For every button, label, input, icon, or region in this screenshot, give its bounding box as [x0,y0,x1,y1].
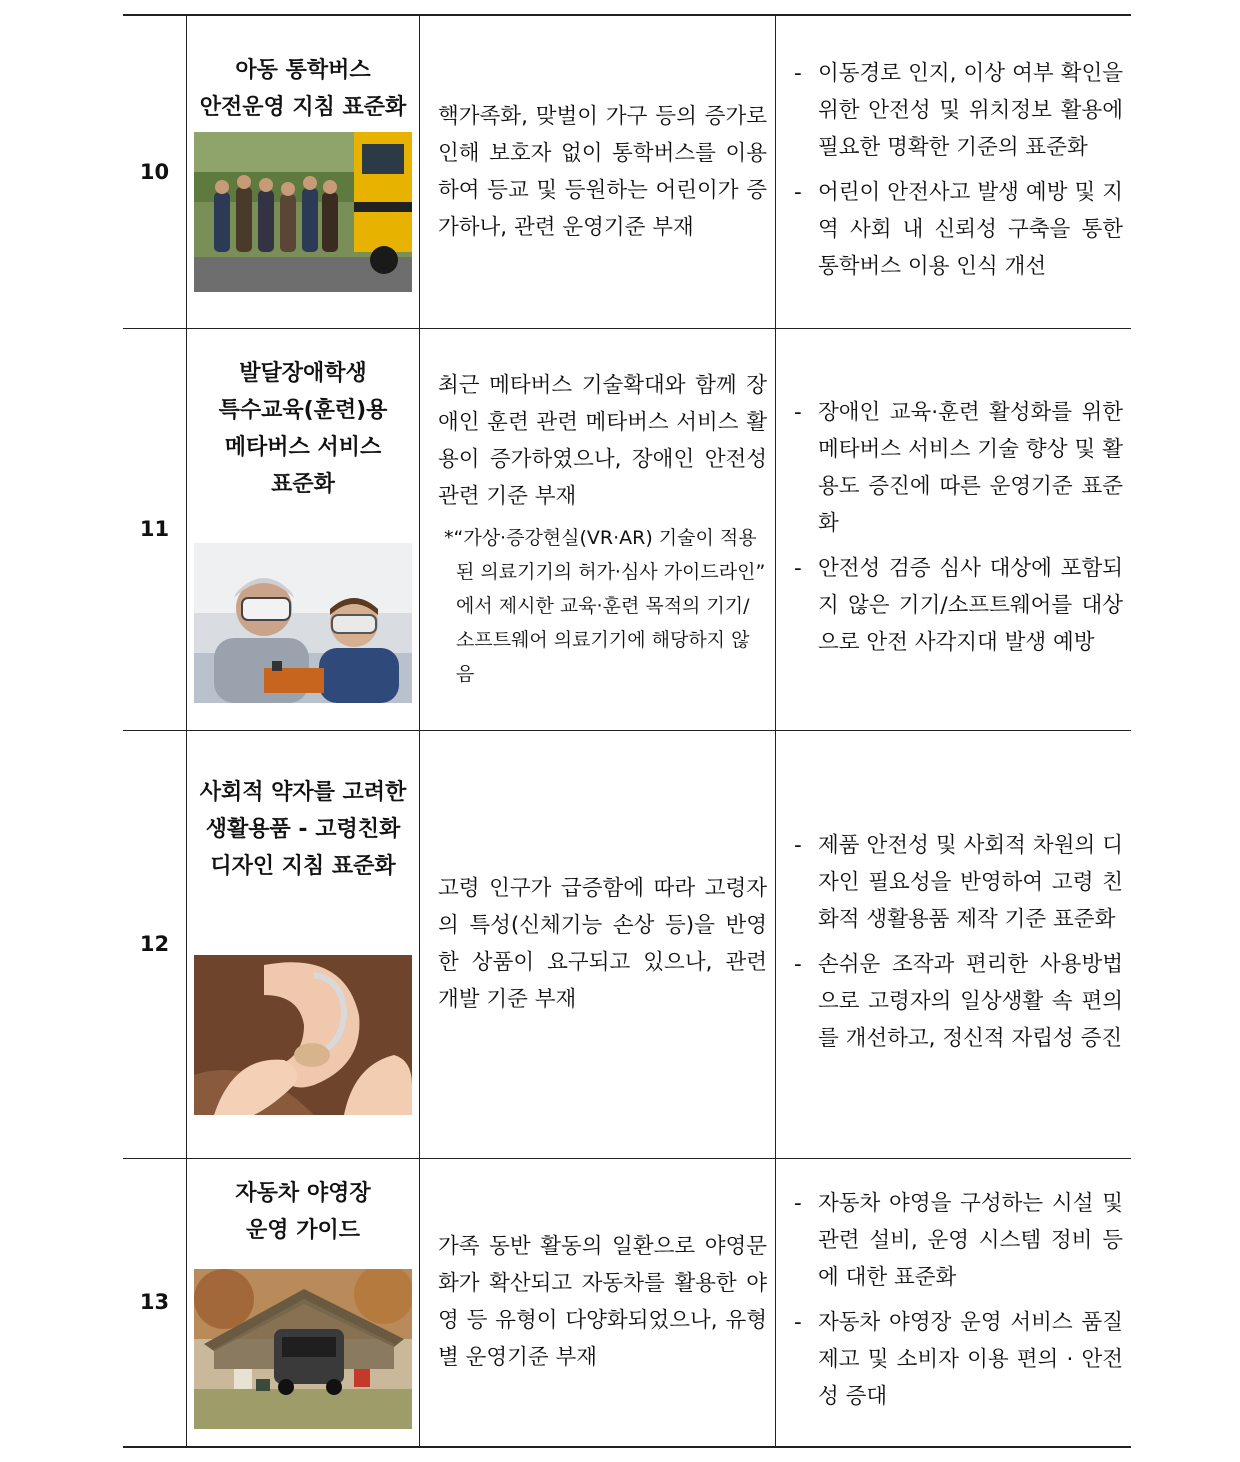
row-title-cell [187,1158,420,1447]
dash-bullet: - [794,555,802,581]
list-item [794,174,1123,285]
title-line: 발달장애학생 [239,361,367,386]
title-line: 아동 통학버스 [235,57,371,83]
effect-text: 장애인 교육·훈련 활성화를 위한 메타버스 서비스 기술 향상 및 활용도 증진에 따른 운영기준 표준화 [818,399,1123,536]
title-line: 메타버스 서비스 [224,435,382,460]
car-camping-photo [194,1269,412,1429]
effect-cell [776,730,1132,1158]
row-title-cell [187,328,420,730]
row-number: 13 [123,1158,187,1447]
row-title [187,52,419,126]
list-item [794,946,1123,1057]
title-line: 특수교육(훈련)용 [218,398,388,423]
table-row [123,15,1131,328]
effect-text: 어린이 안전사고 발생 예방 및 지역 사회 내 신뢰성 구축을 통한 통학버스 이용 인식 개선 [818,179,1123,279]
footnote: *“가상·증강현실(VR·AR) 기술이 적용된 의료기기의 허가·심사 가이드라인” 에서 제시한 교육·훈련 목적의 기기/소프트웨어 의료기기에 해당하지 않음 [444,527,766,685]
dash-bullet: - [794,833,802,858]
background-cell [420,1158,776,1447]
row-number: 10 [123,15,187,328]
school-bus-photo [194,132,412,292]
title-line: 사회적 약자를 고려한 [199,779,407,805]
background-cell [420,15,776,328]
title-line: 운영 가이드 [246,1218,360,1244]
row-title [187,355,419,503]
row-title-cell [187,15,420,328]
table-row [123,1158,1131,1447]
dash-bullet: - [794,1310,802,1336]
effect-list [776,827,1131,1057]
background-text: 최근 메타버스 기술확대와 함께 장애인 훈련 관련 메타버스 서비스 활용이 증가하였으나, 장애인 안전성 관련 기준 부재 [438,373,767,509]
dash-bullet: - [794,60,802,86]
title-line: 디자인 지침 표준화 [210,853,396,879]
title-line: 표준화 [271,472,335,497]
effect-text: 손쉬운 조작과 편리한 사용방법으로 고령자의 일상생활 속 편의를 개선하고, 정신적 자립성 증진 [818,952,1123,1051]
vr-training-photo [194,543,412,703]
row-number: 11 [123,328,187,730]
effect-list [776,1185,1131,1415]
effect-list [776,55,1131,285]
effect-text: 자동차 야영장 운영 서비스 품질 제고 및 소비자 이용 편의 · 안전성 증대 [818,1310,1123,1410]
effect-text: 안전성 검증 심사 대상에 포함되지 않은 기기/소프트웨어를 대상으로 안전 사각지대 발생 예방 [818,555,1123,655]
row-title-cell [187,730,420,1158]
list-item [794,550,1123,661]
list-item [794,1185,1123,1296]
school-bus-image [194,132,412,292]
hearing-aid-photo [194,955,412,1115]
background-text: 핵가족화, 맞벌이 가구 등의 증가로 인해 보호자 없이 통학버스를 이용하여 등교 및 등원하는 어린이가 증가하나, 관련 운영기준 부재 [438,103,767,240]
title-line: 생활용품 - 고령친화 [205,816,401,842]
list-item [794,827,1123,938]
vr-training-image [194,543,412,703]
list-item [794,394,1123,542]
background-cell [420,730,776,1158]
dash-bullet: - [794,1191,802,1217]
table-row [123,328,1131,730]
background-text: 고령 인구가 급증함에 따라 고령자의 특성(신체기능 손상 등)을 반영한 상품이 요구되고 있으나, 관련 개발 기준 부재 [438,876,767,1012]
effect-cell [776,1158,1132,1447]
standardization-table [123,14,1131,1448]
standards-table-page [123,14,1130,1448]
effect-cell [776,328,1132,730]
car-camping-image [194,1269,412,1429]
title-line: 자동차 야영장 [235,1181,371,1207]
effect-list [776,394,1131,661]
background-cell [420,328,776,730]
row-number: 12 [123,730,187,1158]
effect-text: 자동차 야영을 구성하는 시설 및 관련 설비, 운영 시스템 정비 등에 대한 표준화 [818,1191,1123,1291]
background-text: 가족 동반 활동의 일환으로 야영문화가 확산되고 자동차를 활용한 야영 등 유형이 다양화되었으나, 유형별 운영기준 부재 [438,1234,767,1371]
effect-cell [776,15,1132,328]
dash-bullet: - [794,179,802,205]
dash-bullet: - [794,399,802,425]
title-line: 안전운영 지침 표준화 [199,94,407,120]
effect-text: 제품 안전성 및 사회적 차원의 디자인 필요성을 반영하여 고령 친화적 생활용품 제작 기준 표준화 [818,833,1123,932]
dash-bullet: - [794,952,802,977]
hearing-aid-image [194,955,412,1115]
row-title [187,1175,419,1249]
list-item [794,55,1123,166]
table-row [123,730,1131,1158]
effect-text: 이동경로 인지, 이상 여부 확인을 위한 안전성 및 위치정보 활용에 필요한 명확한 기준의 표준화 [818,60,1123,160]
list-item [794,1304,1123,1415]
row-title [187,774,419,885]
